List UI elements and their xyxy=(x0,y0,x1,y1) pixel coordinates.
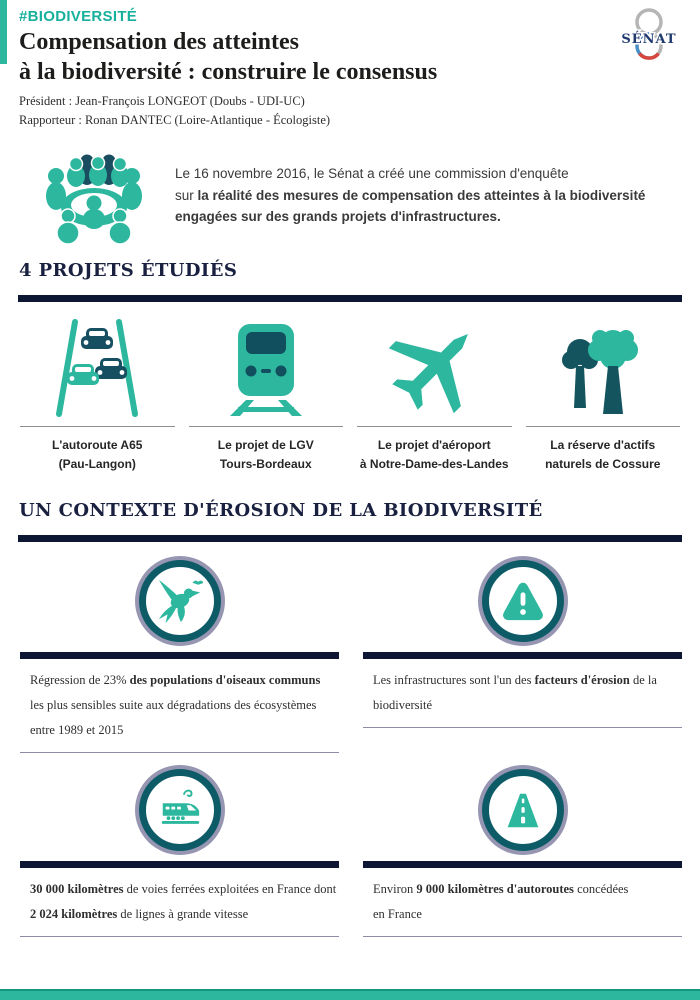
senat-logo-icon xyxy=(612,5,686,67)
hashtag-label: #BIODIVERSITÉ xyxy=(19,8,138,25)
stat-rail xyxy=(20,763,339,937)
senat-logo-text: SÉNAT xyxy=(621,32,677,47)
section-title-context: UN CONTEXTE D'ÉROSION DE LA BIODIVERSITÉ xyxy=(19,500,543,521)
warning-triangle-icon xyxy=(500,578,546,624)
stat-autoroutes xyxy=(363,763,682,937)
tgv-train-icon xyxy=(157,787,203,833)
stat-birds xyxy=(20,554,339,753)
stat-text: 30 000 kilomètres de voies ferrées exploitées en France dont 2 024 kilomètres de lignes à grande vitesse xyxy=(20,868,339,937)
road-icon xyxy=(500,787,546,833)
project-label: Le projet de LGV Tours-Bordeaux xyxy=(217,438,314,471)
stat-text: Régression de 23% des populations d'oiseaux communs les plus sensibles suite aux dégradations des écosystèmes entre 1989 et 2015 xyxy=(20,659,339,753)
people-meeting-icon xyxy=(46,150,142,246)
section-divider-bar xyxy=(18,295,682,302)
swallow-bird-icon xyxy=(157,578,203,624)
header-accent-bar xyxy=(0,0,7,64)
intro-text: Le 16 novembre 2016, le Sénat a créé une commission d'enquête sur la réalité des mesures de compensation des atteintes à la biodiversité engagées sur des grands projets d'infrastructures. xyxy=(175,166,646,224)
credits-block xyxy=(19,92,330,130)
context-stats-grid xyxy=(20,554,682,937)
stat-badge xyxy=(139,769,221,851)
stat-text: Les infrastructures sont l'un des facteurs d'érosion de la biodiversité xyxy=(363,659,682,728)
highway-cars-icon xyxy=(45,316,149,420)
footer-accent-bar xyxy=(0,989,700,1000)
trees-icon xyxy=(553,318,653,418)
stat-top-bar xyxy=(20,861,339,868)
rapporteur-line: Rapporteur : Ronan DANTEC (Loire-Atlantique - Écologiste) xyxy=(19,113,331,127)
stat-badge xyxy=(482,769,564,851)
train-front-icon xyxy=(218,320,314,416)
senat-logo xyxy=(612,5,686,72)
project-item-lgv xyxy=(189,312,344,474)
airplane-icon xyxy=(382,316,486,420)
section-divider-bar xyxy=(18,535,682,542)
page-title: Compensation des atteintes à la biodiversité : construire le consensus xyxy=(19,29,438,85)
stat-erosion xyxy=(363,554,682,728)
project-item-cossure xyxy=(526,312,681,474)
project-item-aeroport xyxy=(357,312,512,474)
president-line: Président : Jean-François LONGEOT (Doubs - UDI-UC) xyxy=(19,94,305,108)
stat-badge xyxy=(482,560,564,642)
stat-top-bar xyxy=(363,652,682,659)
stat-badge xyxy=(139,560,221,642)
project-label: L'autoroute A65 (Pau-Langon) xyxy=(52,438,143,471)
project-item-autoroute xyxy=(20,312,175,474)
stat-text: Environ 9 000 kilomètres d'autoroutes concédées en France xyxy=(363,868,682,937)
projects-grid xyxy=(20,312,680,474)
section-title-projects: 4 PROJETS ÉTUDIÉS xyxy=(19,260,238,281)
stat-top-bar xyxy=(363,861,682,868)
project-label: Le projet d'aéroport à Notre-Dame-des-Landes xyxy=(359,438,509,471)
intro-block xyxy=(46,150,645,246)
project-label: La réserve d'actifs naturels de Cossure xyxy=(545,438,661,471)
stat-top-bar xyxy=(20,652,339,659)
